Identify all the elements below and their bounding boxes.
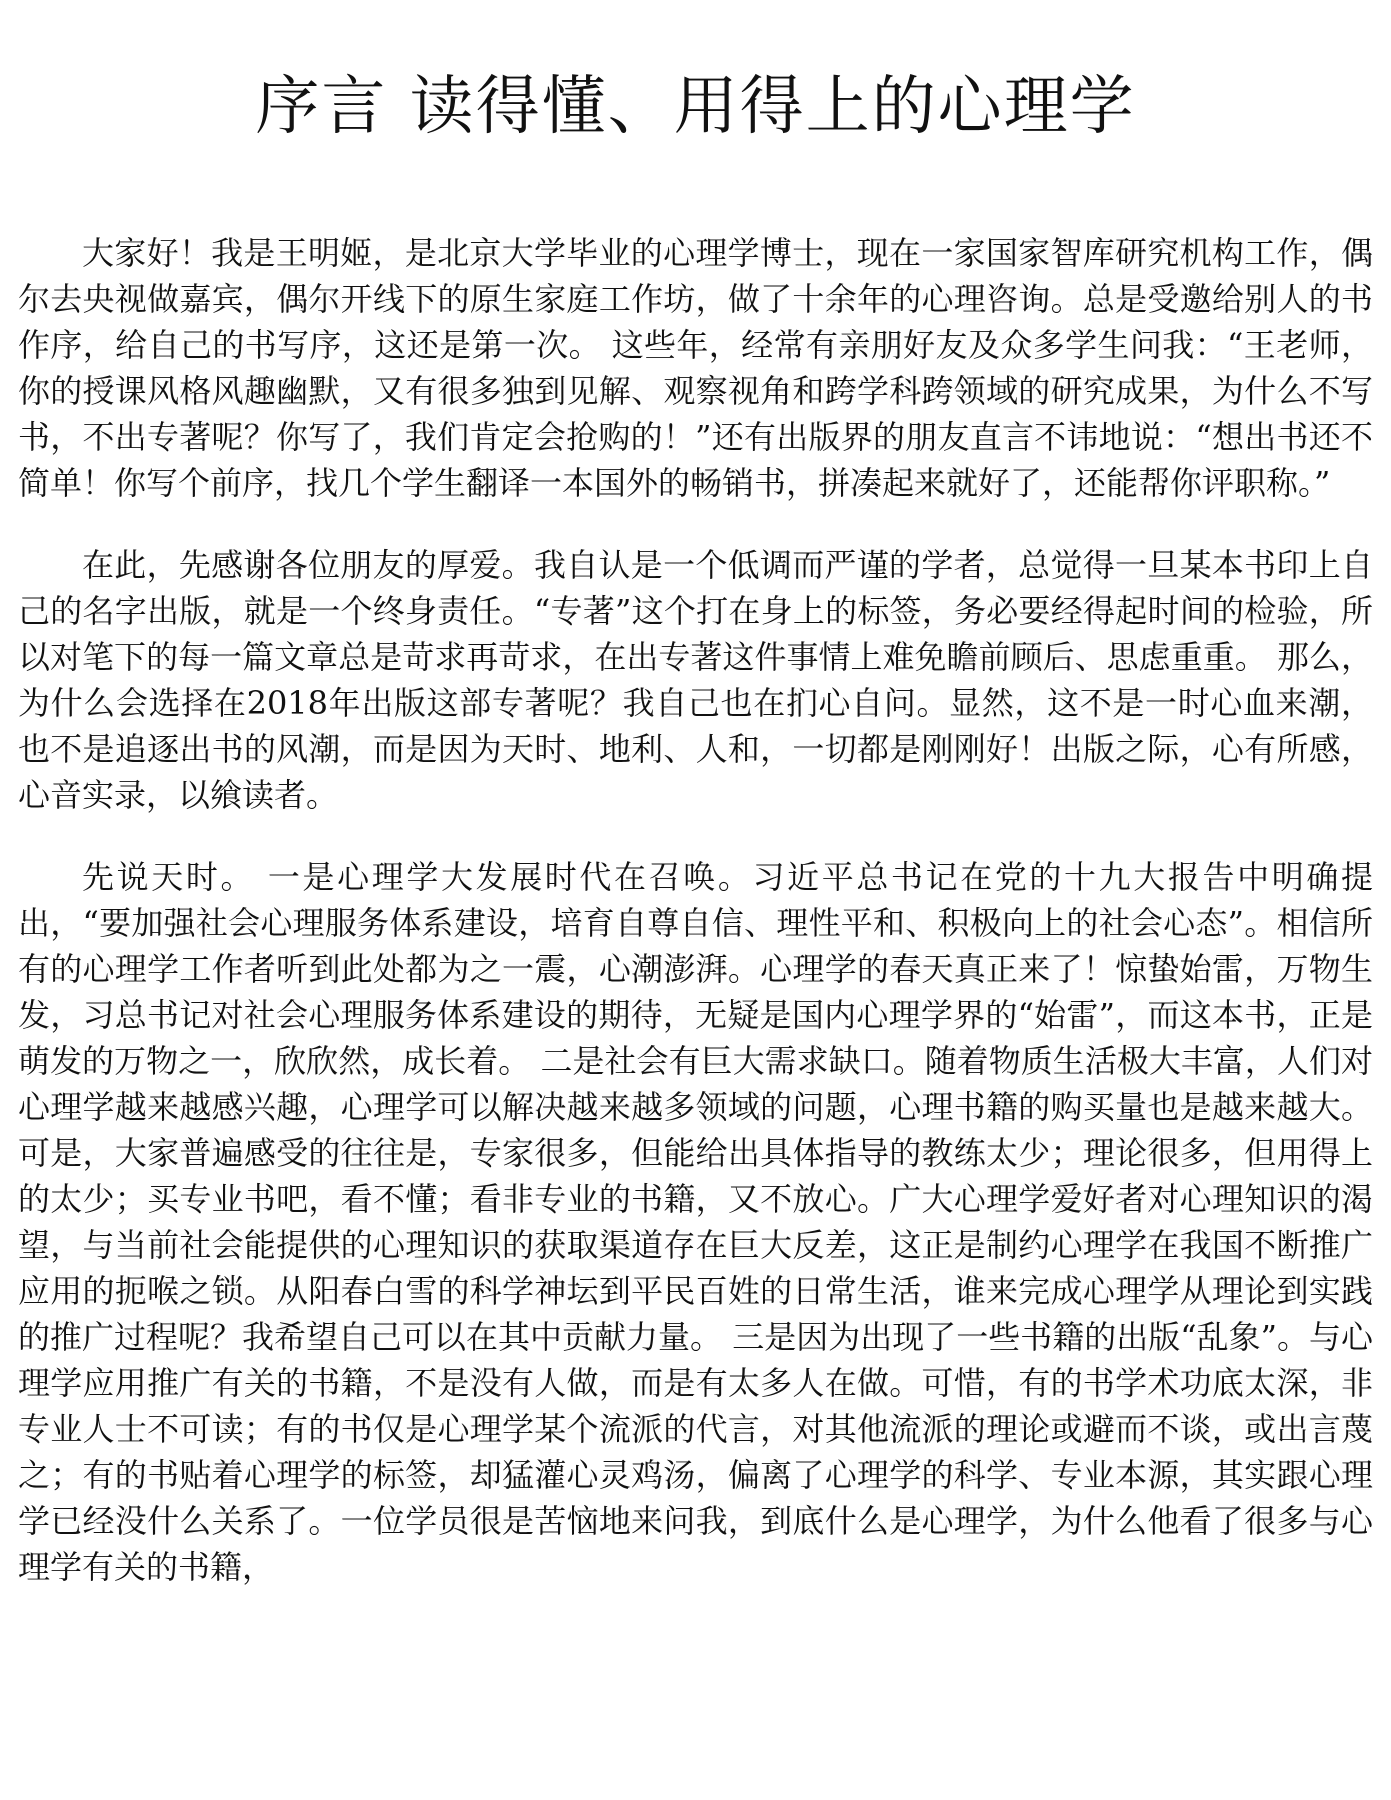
body-text — [18, 230, 1373, 1590]
paragraph-2: 在此，先感谢各位朋友的厚爱。我自认是一个低调而严谨的学者，总觉得一旦某本书印上自己的名字出版，就是一个终身责任。“专著”这个打在身上的标签，务必要经得起时间的检验，所以对笔下的每一篇文章总是苛求再苛求，在出专著这件事情上难免瞻前顾后、思虑重重。 那么，为什么会选择在2018年出版这部专著呢？我自己也在扪心自问。显然，这不是一时心血来潮，也不是追逐出书的风潮，而是因为天时、地利、人和，一切都是刚刚好！出版之际，心有所感，心音实录，以飨读者。 — [18, 546, 1373, 814]
paragraph-1: 大家好！我是王明姬，是北京大学毕业的心理学博士，现在一家国家智库研究机构工作，偶尔去央视做嘉宾，偶尔开线下的原生家庭工作坊，做了十余年的心理咨询。总是受邀给别人的书作序，给自己的书写序，这还是第一次。 这些年，经常有亲朋好友及众多学生问我：“王老师，你的授课风格风趣幽默，又有很多独到见解、观察视角和跨学科跨领域的研究成果，为什么不写书，不出专著呢？你写了，我们肯定会抢购的！”还有出版界的朋友直言不讳地说：“想出书还不简单！你写个前序，找几个学生翻译一本国外的畅销书，拼凑起来就好了，还能帮你评职称。” — [18, 234, 1373, 502]
page-title: 序言 读得懂、用得上的心理学 — [255, 70, 1136, 144]
paragraph-3: 先说天时。 一是心理学大发展时代在召唤。习近平总书记在党的十九大报告中明确提出，“要加强社会心理服务体系建设，培育自尊自信、理性平和、积极向上的社会心态”。相信所有的心理学工作者听到此处都为之一震，心潮澎湃。心理学的春天真正来了！惊蛰始雷，万物生发，习总书记对社会心理服务体系建设的期待，无疑是国内心理学界的“始雷”，而这本书，正是萌发的万物之一，欣欣然，成长着。 二是社会有巨大需求缺口。随着物质生活极大丰富，人们对心理学越来越感兴趣，心理学可以解决越来越多领域的问题，心理书籍的购买量也是越来越大。可是，大家普遍感受的往往是，专家很多，但能给出具体指导的教练太少；理论很多，但用得上的太少；买专业书吧，看不懂；看非专业的书籍，又不放心。广大心理学爱好者对心理知识的渴望，与当前社会能提供的心理知识的获取渠道存在巨大反差，这正是制约心理学在我国不断推广应用的扼喉之锁。从阳春白雪的科学神坛到平民百姓的日常生活，谁来完成心理学从理论到实践的推广过程呢？我希望自己可以在其中贡献力量。 三是因为出现了一些书籍的出版“乱象”。与心理学应用推广有关的书籍，不是没有人做，而是有太多人在做。可惜，有的书学术功底太深，非专业人士不可读；有的书仅是心理学某个流派的代言，对其他流派的理论或避而不谈，或出言蔑之；有的书贴着心理学的标签，却猛灌心灵鸡汤，偏离了心理学的科学、专业本源，其实跟心理学已经没什么关系了。一位学员很是苦恼地来问我，到底什么是心理学，为什么他看了很多与心理学有关的书籍， — [18, 858, 1373, 1586]
